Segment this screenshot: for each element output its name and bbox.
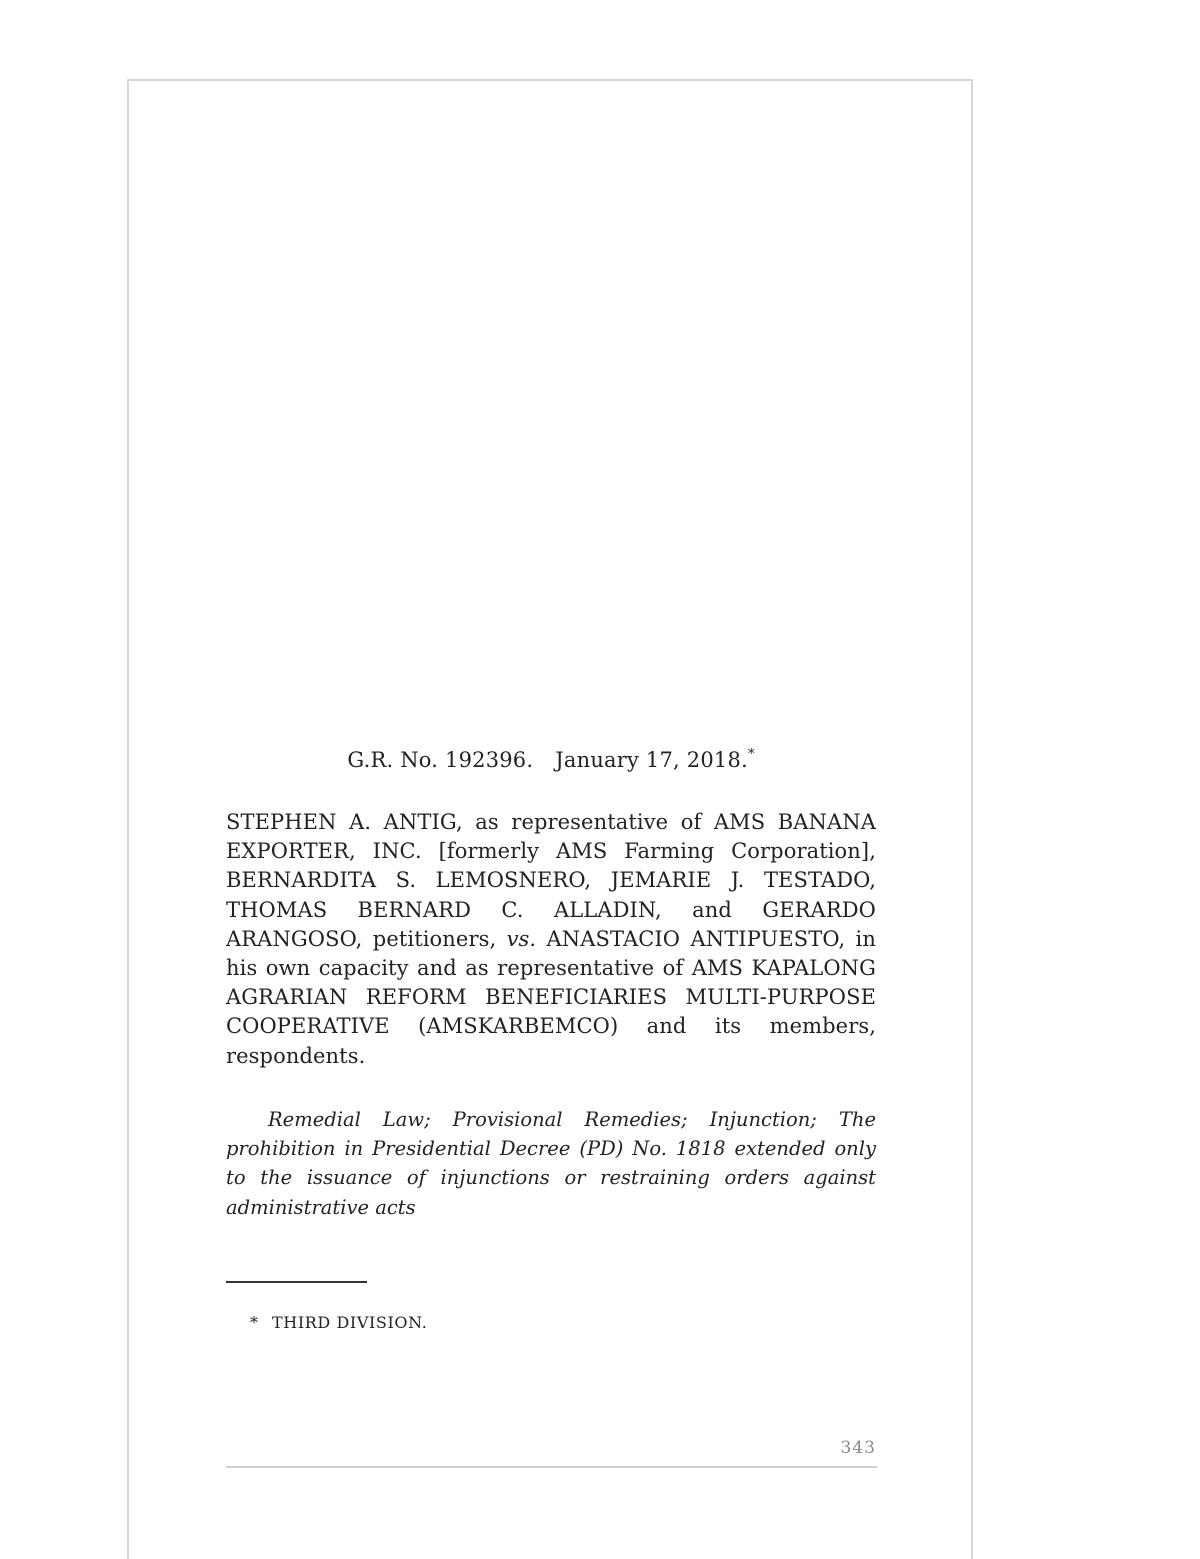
case-parties (226, 808, 876, 1071)
footnote-text: THIRD DIVISION. (272, 1313, 428, 1332)
footnote-divider (226, 1281, 367, 1283)
footnote (250, 1313, 427, 1332)
case-header (226, 748, 876, 772)
bottom-divider (226, 1466, 877, 1468)
respondents-text: ANASTACIO ANTIPUESTO, in his own capacity and as representative of AMS KAPALONG AGRARIAN REFORM BENEFICIARIES MULTI-PURPOSE COOPERATIVE (AMSKARBEMCO) and its members, respondents. (226, 926, 876, 1068)
versus-text: vs. (506, 926, 537, 951)
footnote-reference: * (747, 747, 755, 762)
footnote-marker: * (250, 1313, 259, 1332)
case-number: G.R. No. 192396. (347, 748, 534, 772)
syllabus-paragraph: Remedial Law; Provisional Remedies; Injunction; The prohibition in Presidential Decree (PD) No. 1818 extended only to the issuance of injunctions or restraining orders against administrative acts (226, 1108, 876, 1219)
decision-date: January 17, 2018. (555, 748, 748, 772)
page-number: 343 (840, 1438, 876, 1458)
petitioners-text: STEPHEN A. ANTIG, as representative of AMS BANANA EXPORTER, INC. [formerly AMS Farming Corporation], BERNARDITA S. LEMOSNERO, JEMARIE J. TESTADO, THOMAS BERNARD C. ALLADIN, and GERARDO ARANGOSO, petitioners, (226, 810, 876, 951)
